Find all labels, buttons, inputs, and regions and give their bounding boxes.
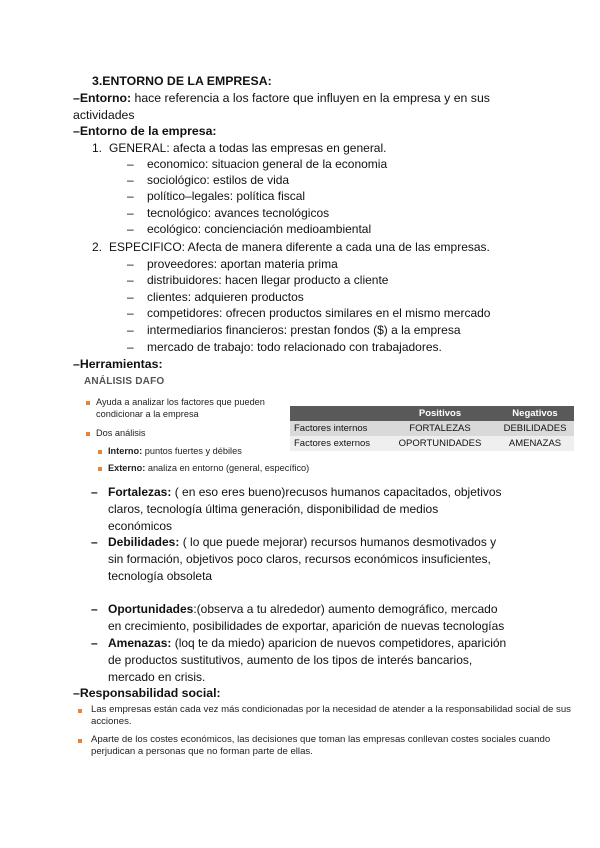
list-dash: – — [91, 535, 98, 549]
list-dash: – — [127, 290, 134, 304]
dafo-bullet-text: Dos análisis — [96, 428, 146, 438]
fortalezas-line: claros, tecnología última generación, disponibilidad de medios — [108, 502, 439, 516]
table-cell: DEBILIDADES — [496, 421, 574, 436]
list-item: sociológico: estilos de vida — [147, 173, 290, 187]
oportunidades-line — [108, 601, 528, 618]
especifico-number: 2. — [92, 240, 103, 254]
table-row — [290, 421, 574, 436]
amenazas-line: mercado en crisis. — [108, 670, 206, 684]
bullet-icon — [86, 432, 90, 436]
table-header-blank — [290, 406, 384, 421]
oportunidades-label: Oportunidades — [108, 602, 194, 616]
dafo-bullet-text-cont: condicionar a la empresa — [96, 409, 199, 419]
bullet-icon — [98, 467, 102, 471]
list-dash: – — [127, 257, 134, 271]
interno-text: puntos fuertes y débiles — [142, 446, 242, 456]
fortalezas-line: económicos — [108, 519, 173, 533]
entorno-text: hace referencia a los factore que influyen en la empresa y en sus — [131, 91, 490, 105]
bullet-icon — [86, 401, 90, 405]
table-cell: Factores internos — [290, 421, 384, 436]
general-text: GENERAL: afecta a todas las empresas en general. — [109, 141, 387, 155]
entorno-label: –Entorno: — [73, 91, 132, 105]
list-dash: – — [127, 173, 134, 187]
externo-label: Externo: — [108, 463, 146, 473]
especifico-text: ESPECIFICO: Afecta de manera diferente a cada una de las empresas. — [109, 240, 490, 254]
responsabilidad-line: Aparte de los costes económicos, las decisiones que toman las empresas conllevan costes sociales cuando — [91, 734, 551, 745]
debilidades-label: Debilidades: — [108, 535, 180, 549]
entorno-text-cont: actividades — [73, 108, 135, 122]
list-dash: – — [127, 189, 134, 203]
list-dash: – — [127, 273, 134, 287]
list-item: clientes: adquieren productos — [147, 290, 304, 304]
list-item: mercado de trabajo: todo relacionado con trabajadores. — [147, 340, 442, 354]
oportunidades-line: en crecimiento, posibilidades de exportar, aparición de nuevas tecnologías — [108, 619, 505, 633]
list-item: distribuidores: hacen llegar producto a cliente — [147, 273, 389, 287]
table-cell: AMENAZAS — [496, 436, 574, 451]
amenazas-paragraph — [108, 635, 528, 686]
list-item: proveedores: aportan materia prima — [147, 257, 338, 271]
fortalezas-label: Fortalezas: — [108, 485, 172, 499]
amenazas-line — [108, 635, 528, 652]
responsabilidad-bullet — [91, 734, 591, 758]
list-item: tecnológico: avances tecnológicos — [147, 206, 330, 220]
debilidades-paragraph — [108, 534, 528, 585]
table-cell: OPORTUNIDADES — [384, 436, 496, 451]
general-number: 1. — [92, 141, 103, 155]
list-dash: – — [127, 340, 134, 354]
externo-text: analiza en entorno (general, específico) — [145, 463, 310, 473]
table-cell: FORTALEZAS — [384, 421, 496, 436]
list-dash: – — [127, 306, 134, 320]
list-item: ecológico: concienciación medioambiental — [147, 222, 372, 236]
entorno-empresa-heading: –Entorno de la empresa: — [73, 124, 217, 138]
list-dash: – — [127, 206, 134, 220]
fortalezas-paragraph — [108, 484, 528, 535]
bullet-icon — [98, 450, 102, 454]
dafo-table — [290, 406, 574, 451]
oportunidades-text: :(observa a tu alrededor) aumento demográfico, mercado — [193, 602, 498, 616]
debilidades-line: tecnología obsoleta — [108, 569, 213, 583]
herramientas-heading: –Herramientas: — [73, 357, 163, 371]
amenazas-line: de productos sustitutivos, aumento de los tipos de interés bancarios, — [108, 653, 473, 667]
responsabilidad-line: Las empresas están cada vez más condicionadas por la necesidad de atender a la responsabilidad social de sus — [91, 704, 571, 715]
amenazas-text: (loq te da miedo) aparicion de nuevos competidores, aparición — [171, 636, 507, 650]
debilidades-text: ( lo que puede mejorar) recursos humanos desmotivados y — [179, 535, 497, 549]
bullet-icon — [78, 709, 82, 713]
responsabilidad-heading: –Responsabilidad social: — [73, 686, 221, 700]
list-item: competidores: ofrecen productos similares en el mismo mercado — [147, 306, 491, 320]
list-item: economico: situacion general de la economia — [147, 157, 388, 171]
table-row — [290, 436, 574, 451]
list-item: intermediarios financieros: prestan fondos ($) a la empresa — [147, 323, 461, 337]
table-header-row — [290, 406, 574, 421]
page-title: 3.ENTORNO DE LA EMPRESA: — [92, 74, 272, 88]
responsabilidad-bullet — [91, 704, 591, 728]
debilidades-line: sin formación, objetivos poco claros, recursos económicos insuficientes, — [108, 552, 491, 566]
amenazas-label: Amenazas: — [108, 636, 172, 650]
dafo-interno — [108, 446, 242, 457]
list-dash: – — [91, 636, 98, 650]
responsabilidad-line: acciones. — [91, 716, 132, 727]
dafo-bullet-text: Ayuda a analizar los factores que pueden — [96, 397, 265, 407]
table-cell: Factores externos — [290, 436, 384, 451]
table-header-negativos: Negativos — [496, 406, 574, 421]
dafo-externo — [108, 463, 309, 474]
interno-label: Interno: — [108, 446, 143, 456]
oportunidades-paragraph — [108, 601, 528, 635]
table-header-positivos: Positivos — [384, 406, 496, 421]
entorno-definition — [73, 90, 490, 106]
fortalezas-text: ( en eso eres bueno)recusos humanos capacitados, objetivos — [171, 485, 502, 499]
fortalezas-line — [108, 484, 528, 501]
list-dash: – — [91, 602, 98, 616]
list-item: político–legales: política fiscal — [147, 189, 306, 203]
dafo-title: ANÁLISIS DAFO — [84, 376, 165, 387]
list-dash: – — [127, 323, 134, 337]
responsabilidad-line: perjudican a personas que no forman parte de ellas. — [91, 746, 313, 757]
list-dash: – — [91, 485, 98, 499]
bullet-icon — [78, 739, 82, 743]
list-dash: – — [127, 222, 134, 236]
list-dash: – — [127, 157, 134, 171]
debilidades-line — [108, 534, 528, 551]
